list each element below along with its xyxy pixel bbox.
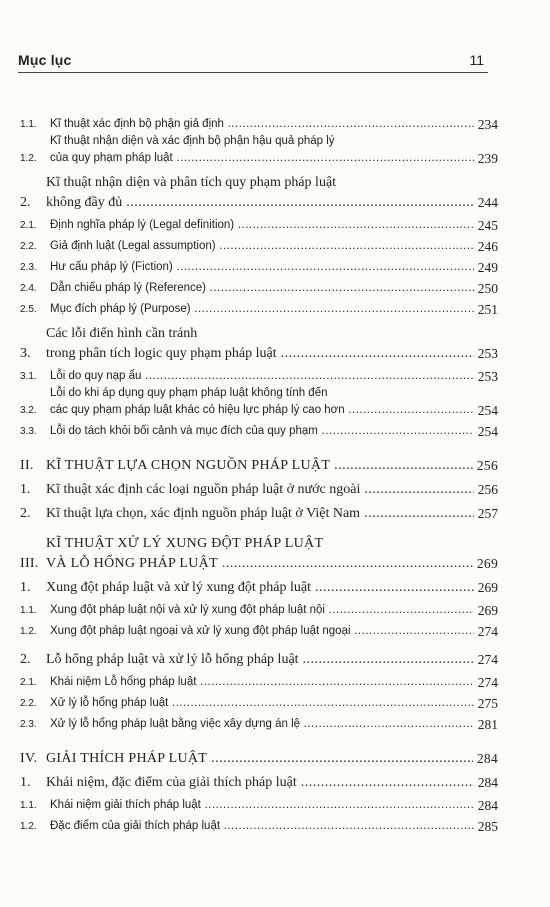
toc-entry-title-line: Kĩ thuật xác định các loại nguồn pháp luật ở nước ngoài ..... (46, 482, 474, 497)
toc-entry[interactable] (20, 793, 498, 814)
toc-spacer (20, 524, 498, 534)
toc-entry-title-line: Kĩ thuật nhận diện và phân tích quy phạm pháp luật (46, 175, 337, 190)
toc-entry-title-line: không đầy đủ ..... (46, 195, 474, 210)
toc-entry[interactable] (20, 598, 498, 619)
toc-spacer (20, 733, 498, 743)
toc-entry-number: 1. (20, 580, 31, 595)
toc-entry-title (46, 504, 474, 524)
toc-entry-title-line: Dẫn chiếu pháp lý (Reference) ..... (50, 282, 474, 294)
toc-entry-page: 239 (477, 151, 498, 166)
toc-entry-title (50, 695, 474, 712)
toc-entry-title-line: Các lỗi điển hình cần tránh (46, 326, 198, 341)
toc-entry[interactable] (20, 769, 498, 793)
toc-entry-title-line: KĨ THUẬT XỬ LÝ XUNG ĐỘT PHÁP LUẬT (46, 536, 324, 551)
toc-entry-page: 274 (477, 652, 498, 667)
toc-entry-title (50, 133, 474, 167)
toc-entry-page: 234 (477, 117, 498, 132)
toc-entry-title-line: Kĩ thuật lựa chọn, xác định nguồn pháp luật ở Việt Nam ..... (46, 506, 474, 521)
toc-entry-title (50, 385, 474, 419)
toc-entry-title-line: KĨ THUẬT LỰA CHỌN NGUỒN PHÁP LUẬT ..... (46, 458, 473, 473)
toc-entry-number: 1. (20, 482, 31, 497)
toc-entry-number: 1.2. (20, 153, 37, 164)
toc-entry[interactable] (20, 234, 498, 255)
toc-entry-number: 2.2. (20, 241, 37, 252)
toc-entry-title (46, 749, 473, 769)
toc-entry-page: 284 (476, 751, 498, 766)
table-of-contents (20, 112, 498, 835)
toc-entry[interactable] (20, 712, 498, 733)
toc-entry[interactable] (20, 324, 498, 364)
toc-entry[interactable] (20, 574, 498, 598)
toc-entry-title-line: Xung đột pháp luật ngoại và xử lý xung đột pháp luật ngoại ..... (50, 625, 474, 637)
toc-entry[interactable] (20, 276, 498, 297)
toc-entry[interactable] (20, 619, 498, 640)
toc-entry-number: 1.1. (20, 119, 37, 130)
toc-entry-title-line: Đặc điểm của giải thích pháp luật ..... (50, 820, 474, 832)
toc-entry-title (46, 173, 474, 213)
toc-entry-title-line: VÀ LỖ HỔNG PHÁP LUẬT ..... (46, 556, 473, 571)
toc-entry-title-line: Khái niệm, đặc điểm của giải thích pháp luật ..... (46, 775, 474, 790)
toc-entry-page: 256 (476, 458, 498, 473)
toc-entry-title-line: Khái niệm giải thích pháp luật ..... (50, 799, 474, 811)
toc-entry-number: 1.1. (20, 800, 37, 811)
toc-entry-title (50, 797, 474, 814)
toc-entry-title (46, 456, 473, 476)
toc-entry-title-line: các quy phạm pháp luật khác có hiệu lực pháp lý cao hơn ..... (50, 404, 474, 416)
toc-entry-page: 254 (477, 424, 498, 439)
toc-entry-title (50, 423, 474, 440)
toc-entry-number: 3. (20, 346, 31, 361)
toc-entry-title (50, 716, 474, 733)
toc-entry[interactable] (20, 814, 498, 835)
toc-entry-number: 3.2. (20, 405, 37, 416)
toc-entry-number: III. (20, 556, 39, 571)
toc-entry-page: 269 (477, 580, 498, 595)
toc-entry-number: II. (20, 458, 34, 473)
toc-entry[interactable] (20, 255, 498, 276)
toc-entry-page: 285 (477, 819, 498, 834)
toc-entry-title (46, 578, 474, 598)
toc-entry-number: 2.3. (20, 719, 37, 730)
toc-entry[interactable] (20, 419, 498, 440)
toc-entry-page: 284 (477, 775, 498, 790)
toc-entry-page: 244 (477, 195, 498, 210)
toc-entry-number: 1.1. (20, 605, 37, 616)
toc-entry-page: 246 (477, 239, 498, 254)
toc-entry-page: 254 (477, 403, 498, 418)
toc-entry-number: 2.4. (20, 283, 37, 294)
toc-entry-page: 253 (477, 369, 498, 384)
toc-entry-title-line: Lỗi do tách khỏi bối cảnh và mục đích của quy phạm ..... (50, 425, 474, 437)
page-number: 11 (469, 52, 484, 68)
toc-entry-page: 274 (477, 624, 498, 639)
toc-entry-title-line: GIẢI THÍCH PHÁP LUẬT ..... (46, 751, 473, 766)
toc-entry-title-line: Xử lý lỗ hổng pháp luật bằng việc xây dựng án lệ ..... (50, 718, 474, 730)
toc-entry-title (50, 217, 474, 234)
toc-entry-title-line: Xung đột pháp luật và xử lý xung đột pháp luật ..... (46, 580, 474, 595)
toc-entry-title (46, 480, 474, 500)
toc-entry-title (50, 238, 474, 255)
toc-entry[interactable] (20, 476, 498, 500)
toc-entry-page: 274 (477, 675, 498, 690)
toc-entry-page: 256 (477, 482, 498, 497)
toc-entry-title (50, 280, 474, 297)
toc-entry-number: 2. (20, 652, 31, 667)
toc-entry-title (50, 602, 474, 619)
toc-entry[interactable] (20, 364, 498, 385)
toc-entry-title-line: Kĩ thuật nhận diện và xác định bộ phận hậu quả pháp lý (50, 135, 335, 147)
toc-entry-title-line: Lỗ hổng pháp luật và xử lý lỗ hổng pháp luật ..... (46, 652, 474, 667)
toc-entry[interactable] (20, 450, 498, 476)
toc-entry-title-line: Lỗi do quy nạp ẩu ..... (50, 370, 474, 382)
toc-entry-number: 2.5. (20, 304, 37, 315)
toc-entry-number: 2.1. (20, 677, 37, 688)
toc-entry-title-line: Giả định luật (Legal assumption) ..... (50, 240, 474, 252)
toc-entry[interactable] (20, 112, 498, 133)
toc-entry-title (46, 650, 474, 670)
toc-entry-title (50, 116, 474, 133)
toc-entry-page: 269 (476, 556, 498, 571)
toc-entry-number: IV. (20, 751, 38, 766)
toc-entry-page: 275 (477, 696, 498, 711)
toc-entry-number: 1. (20, 775, 31, 790)
toc-entry-title-line: Lỗi do khi áp dụng quy phạm pháp luật không tính đến (50, 387, 328, 399)
toc-entry-number: 1.2. (20, 821, 37, 832)
toc-entry-title (50, 259, 474, 276)
toc-spacer (20, 440, 498, 450)
toc-entry-number: 2. (20, 195, 31, 210)
toc-entry-page: 269 (477, 603, 498, 618)
toc-entry-title (50, 674, 474, 691)
toc-entry[interactable] (20, 133, 498, 167)
toc-entry-title-line: Định nghĩa pháp lý (Legal definition) ..... (50, 219, 474, 231)
toc-entry-page: 245 (477, 218, 498, 233)
toc-entry-title-line: Xung đột pháp luật nội và xử lý xung đột pháp luật nội ..... (50, 604, 474, 616)
toc-entry-page: 284 (477, 798, 498, 813)
toc-entry[interactable] (20, 670, 498, 691)
toc-entry-title (50, 368, 474, 385)
toc-entry-number: 3.1. (20, 371, 37, 382)
toc-entry[interactable] (20, 385, 498, 419)
toc-entry-title-line: trong phân tích logic quy phạm pháp luật ..... (46, 346, 474, 361)
toc-entry-page: 251 (477, 302, 498, 317)
toc-entry-title (50, 301, 474, 318)
toc-entry-title-line: của quy phạm pháp luật ..... (50, 152, 474, 164)
toc-entry-number: 2.3. (20, 262, 37, 273)
toc-entry-page: 281 (477, 717, 498, 732)
toc-entry-title-line: Mục đích pháp lý (Purpose) ..... (50, 303, 474, 315)
toc-entry-title (46, 773, 474, 793)
toc-entry-title (50, 623, 474, 640)
toc-entry-title (46, 324, 474, 364)
toc-entry-number: 3.3. (20, 426, 37, 437)
toc-entry-page: 253 (477, 346, 498, 361)
toc-entry-page: 257 (477, 506, 498, 521)
toc-entry-title (46, 534, 473, 574)
toc-entry[interactable] (20, 500, 498, 524)
toc-entry-title (50, 818, 474, 835)
toc-entry-page: 250 (477, 281, 498, 296)
toc-entry-page: 249 (477, 260, 498, 275)
toc-entry-number: 2.1. (20, 220, 37, 231)
toc-entry[interactable] (20, 173, 498, 213)
running-title: Mục lục (18, 52, 72, 68)
toc-entry[interactable] (20, 534, 498, 574)
toc-entry[interactable] (20, 646, 498, 670)
toc-entry-number: 1.2. (20, 626, 37, 637)
toc-entry-number: 2.2. (20, 698, 37, 709)
toc-entry-title-line: Kĩ thuật xác định bộ phận giả định ..... (50, 118, 474, 130)
page-header (18, 52, 488, 73)
toc-entry[interactable] (20, 297, 498, 318)
toc-entry-title-line: Khái niệm Lỗ hổng pháp luật ..... (50, 676, 474, 688)
toc-entry-title-line: Xử lý lỗ hổng pháp luật ..... (50, 697, 474, 709)
toc-entry-title-line: Hư cấu pháp lý (Fiction) ..... (50, 261, 474, 273)
toc-entry[interactable] (20, 691, 498, 712)
toc-entry[interactable] (20, 743, 498, 769)
toc-entry-number: 2. (20, 506, 31, 521)
toc-entry[interactable] (20, 213, 498, 234)
